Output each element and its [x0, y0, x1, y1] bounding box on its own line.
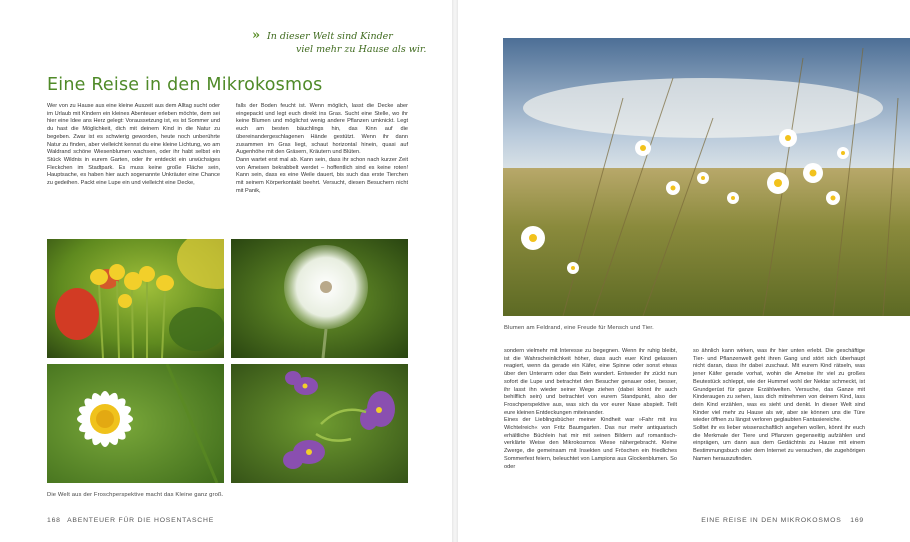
paragraph: Wer von zu Hause aus eine kleine Auszeit aus dem Alltag sucht oder im Urlaub mit Kindern ein kleines Abenteuer erleben möchte, dem sei hier eine Idee ans Herz gelegt: Voraussetzung ist, es ist Sommer und du hast die Möglichkeit, dich mit deinem Kind in die Natur zu begeben. Zwar ist es schwierig geworden, heute noch unberührte Natur zu finden, aber vielleicht kennst du eine kleine Lichtung, wo am Waldrand schöne Wiesenblumen wachsen, oder ihr habt selbst ein Stück Wildnis in eurem Garten, oder ihr entdeckt ein urwüchsiges Fleckchen im Stadtpark. Es muss keine große Fläche sein, Hauptsache, es haben hier auch sogenannte Unkräuter eine Chance zu gedeihen. Packt eine Lupe ein und vielleicht eine Decke, — [47, 103, 220, 187]
photo-purple-flowers — [231, 364, 408, 483]
photo-yellow-flowers — [47, 239, 224, 358]
quote-line-2: viel mehr zu Hause als wir. — [296, 44, 427, 55]
photo-dandelion — [231, 239, 408, 358]
page-footer — [47, 517, 214, 524]
photo-caption: Blumen am Feldrand, eine Freude für Mensch und Tier. — [504, 325, 654, 331]
paragraph: Eines der Lieblingsbücher meiner Kindheit war »Fahr mit ins Wichtelreich« von Fritz Baumgarten. Das nur mehr antiquarisch erhältliche Büchlein hat mir mit seinen Bildern auf romantisch-verklärte Weise den Mikrokosmos Wiese nähergebracht. Kleine Zwerge, die gemeinsam mit Insekten und Fröschen ein friedliches Sommerfest feiern, beleuchtet von Lampions aus Glockenblumen. So oder — [504, 417, 677, 470]
photo-daisy — [47, 364, 224, 483]
photo-meadow — [503, 38, 910, 316]
body-column-2 — [236, 103, 408, 195]
paragraph: so ähnlich kann wirken, was ihr hier unten erlebt. Die geschäftige Tier- und Pflanzenwelt geht ihren Gang und stört sich überhaupt nicht daran, dass ihr dabei zuschaut. Mit eurem Kind rätseln, was jener Käfer gerade vorhat, wohin die Ameise ihr viel zu großes Beutestück schleppt, wie der Hummel wohl der Nektar schmeckt, ist Grundgerüst für ganze Erzählwelten. Versuche, das Ganze mit Kinderaugen zu sehen, lass dich mitnehmen von deinem Kind, lass dein Kind erzählen, was es sieht und denkt. In dieser Welt sind Kinder viel mehr zu Hause als wir, aber sie können uns die Türe wieder öffnen zu längst verloren geglaubten Fantasiereiche. — [693, 348, 865, 424]
body-column-4 — [693, 348, 865, 464]
paragraph: falls der Boden feucht ist. Wenn möglich, lasst die Decke aber eingepackt und legt euch direkt ins Gras. Sucht eine Stelle, wo ihr keine Blumen und möglichst wenig andere Pflanzen umknickt. Legt euch am besten bäuchlings hin, das Kinn auf die übereinandergeschlagenen Hände gestützt. Wenn ihr dann zusammen im Gras liegt, schaut horizontal hinein, quasi auf Augenhöhe mit den Gräsern, Kräutern und Blüten. — [236, 103, 408, 156]
body-column-3 — [504, 348, 677, 471]
paragraph: Solltet ihr es lieber wissenschaftlich angehen wollen, könnt ihr euch die Merkmale der Tiere und Pflanzen gegenseitig aufzählen und einprägen, um dann aus dem Gedächtnis zu Hause mit einem Bestimmungsbuch oder dem Internet zu versuchen, die zugehörigen Namen herauszufinden. — [693, 425, 865, 462]
running-title: ABENTEUER FÜR DIE HOSENTASCHE — [67, 517, 215, 524]
page-title: Eine Reise in den Mikrokosmos — [47, 75, 323, 95]
photo-caption: Die Welt aus der Froschperspektive macht das Kleine ganz groß. — [47, 492, 224, 498]
paragraph: sondern vielmehr mit Interesse zu begegnen. Wenn ihr ruhig bleibt, ist die Wahrscheinlichkeit höher, dass auch euer Kind gelassen reagiert, wenn da gerade ein Käfer, eine Spinne oder sonst etwas über den Unterarm oder das Bein wandert. Entweder ihr zückt nun sofort die Lupe und betrachtet den Besucher genauer oder, besser, ihr lasst ihn wieder seiner Wege ziehen (dabei könnt ihr auch behilflich sein) und betrachtet von eurem Standpunkt, also der Froschperspektive aus, was sich da vor eurer Nase abspielt. Teilt eure kleinen Entdeckungen miteinander. — [504, 348, 677, 416]
left-page — [0, 0, 452, 542]
running-title: EINE REISE IN DEN MIKROKOSMOS — [701, 517, 842, 524]
page-footer — [701, 517, 864, 524]
double-chevron-icon: » — [252, 28, 261, 43]
page-number: 168 — [47, 517, 61, 524]
page-number: 169 — [850, 517, 864, 524]
paragraph: Dann wartet erst mal ab. Kann sein, dass ihr schon nach kurzer Zeit von Ameisen bekrabbelt werdet – hoffentlich sind es keine roten! Kann sein, dass es eine Weile dauert, bis such das erste Tierchen mit seinem Körperkontakt beehrt. Versucht, diesen Besuchern nicht mit Panik, — [236, 156, 408, 194]
quote-line-1: In dieser Welt sind Kinder — [267, 31, 393, 42]
body-column-1 — [47, 103, 220, 188]
